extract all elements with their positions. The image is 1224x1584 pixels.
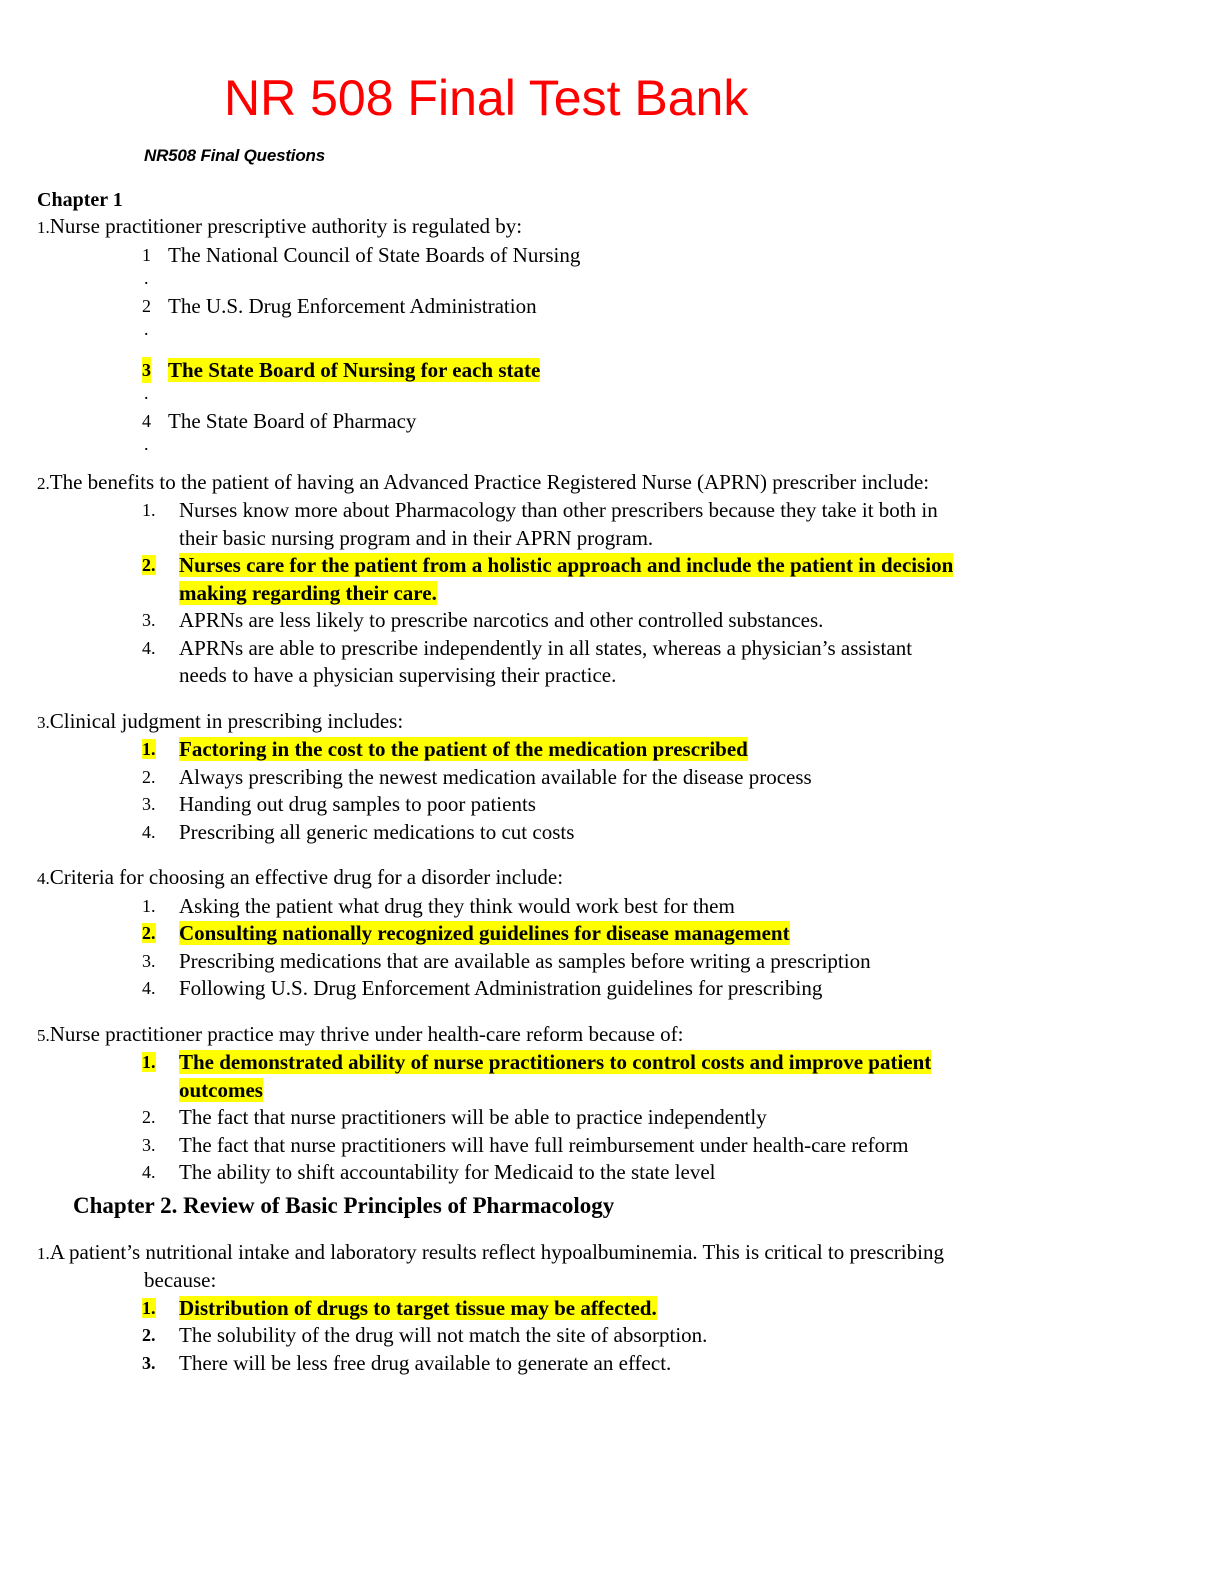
option-number: 1. [142,739,156,759]
option-number: 2. [142,923,156,943]
highlighted-answer: Distribution of drugs to target tissue may be affected. [179,1295,657,1320]
option-text: Handing out drug samples to poor patients [179,792,536,816]
option-number: 3. [142,950,156,971]
question-number: 3. [37,712,50,732]
answer-option [37,893,1187,921]
option-text: The State Board of Pharmacy [168,408,417,433]
option-number: 3. [142,610,156,630]
option-number: 1. [142,500,156,520]
answer-list [37,736,1187,846]
option-number: 1 [142,244,151,265]
question-text [37,1239,1187,1268]
question-number: 5. [37,1025,50,1045]
highlighted-answer: Nurses care for the patient from a holistic approach and include the patient in decision making regarding their care. [179,553,954,605]
question-stem: Criteria for choosing an effective drug for a disorder include: [49,865,564,889]
answer-list [37,1049,1187,1187]
option-text: The fact that nurse practitioners will be able to practice independently [179,1105,767,1129]
question-stem: Nurse practitioner prescriptive authority is regulated by: [49,214,523,238]
answer-option-correct [37,920,1187,948]
option-text [179,1295,979,1323]
option-text [179,1049,969,1104]
option-text: The U.S. Drug Enforcement Administration [168,293,537,318]
option-dot: . [144,267,149,288]
answer-option-correct [37,1049,1187,1104]
option-number: 1. [142,1297,156,1318]
question-number: 1. [37,1243,50,1263]
answer-option [37,1159,1187,1187]
question [37,708,1187,847]
option-text: Nurses know more about Pharmacology than other prescribers because they take it both in their basic nursing program and in their APRN program. [179,498,938,550]
question-number: 1. [37,218,50,237]
option-number: 4. [142,1162,156,1182]
option-number: 2. [142,766,156,787]
question [37,469,1187,690]
question-stem: A patient’s nutritional intake and laboratory results reflect hypoalbuminemia. This is critical to prescribing [49,1239,944,1264]
option-text [179,736,979,764]
option-text: APRNs are less likely to prescribe narcotics and other controlled substances. [179,608,824,632]
question-stem: The benefits to the patient of having an Advanced Practice Registered Nurse (APRN) prescriber include: [49,469,930,494]
answer-option [37,408,1187,459]
answer-option [37,764,1187,792]
question-stem-continued: because: [144,1268,217,1292]
option-number: 1. [142,1052,156,1072]
question-text [37,469,1187,498]
option-text [179,920,979,948]
option-number: 3 [142,357,151,383]
chapter-heading: Chapter 2. Review of Basic Principles of Pharmacology [73,1192,615,1218]
answer-option [37,791,1187,819]
answer-option [37,293,1187,357]
option-text: The ability to shift accountability for Medicaid to the state level [179,1160,716,1184]
document-title: NR 508 Final Test Bank [224,70,749,126]
answer-option-correct [37,552,1187,607]
option-text [168,357,540,383]
option-text [179,552,979,607]
answer-option [37,497,1187,552]
answer-option [37,635,1187,690]
option-number: 2. [142,1107,156,1127]
option-number: 2. [142,555,156,575]
highlighted-answer: Factoring in the cost to the patient of the medication prescribed [179,737,748,761]
option-text: Prescribing all generic medications to cut costs [179,819,575,844]
highlighted-answer: The State Board of Nursing for each state [168,357,541,382]
highlighted-answer: Consulting nationally recognized guidelines for disease management [179,921,790,945]
option-number: 3. [142,1352,156,1373]
option-dot: . [144,382,149,403]
question-text [37,213,1187,242]
answer-option [37,607,1187,635]
answer-option [37,819,1187,847]
answer-option [37,1322,1187,1350]
option-text: The solubility of the drug will not match the site of absorption. [179,1323,708,1347]
option-text: Following U.S. Drug Enforcement Administration guidelines for prescribing [179,976,823,1000]
question [37,864,1187,1003]
option-dot: . [144,318,149,339]
question-number: 4. [37,869,50,888]
question-text [37,708,1187,737]
option-number: 4. [142,978,156,998]
question-text [37,864,1187,893]
option-number: 3. [142,794,156,814]
question [37,1021,1187,1187]
option-number: 2. [142,1325,156,1345]
question-stem: Clinical judgment in prescribing includes: [49,708,404,733]
answer-option-correct [37,1295,1187,1323]
question-stem: Nurse practitioner practice may thrive under health-care reform because of: [49,1021,684,1046]
answer-option [37,975,1187,1003]
option-text: Asking the patient what drug they think would work best for them [179,893,735,918]
answer-list [37,497,1187,690]
document-body [37,187,1187,1395]
answer-option [37,1350,1187,1378]
option-text: Prescribing medications that are available as samples before writing a prescription [179,948,871,973]
question [37,213,1187,459]
option-number: 4 [142,410,151,431]
answer-option [37,242,1187,293]
option-number: 2 [142,295,151,316]
answer-option [37,1132,1187,1160]
highlighted-answer: The demonstrated ability of nurse practitioners to control costs and improve patient outcomes [179,1050,932,1102]
option-number: 4. [142,821,156,842]
option-number: 1. [142,895,156,916]
option-dot: . [144,433,149,454]
option-text: There will be less free drug available to generate an effect. [179,1350,672,1375]
option-text: Always prescribing the newest medication available for the disease process [179,764,812,789]
question-text [37,1021,1187,1050]
chapter-heading: Chapter 1 [37,189,123,211]
answer-option-correct [37,736,1187,764]
question [37,1239,1187,1378]
option-number: 3. [142,1134,156,1155]
answer-option [37,1104,1187,1132]
option-text: The fact that nurse practitioners will have full reimbursement under health-care reform [179,1132,909,1157]
document-subtitle: NR508 Final Questions [144,146,325,165]
question-number: 2. [37,473,50,493]
option-text: The National Council of State Boards of Nursing [168,242,581,267]
option-number: 4. [142,637,156,658]
answer-list [37,893,1187,1003]
answer-list [37,1295,1187,1378]
answer-option [37,948,1187,976]
option-text: APRNs are able to prescribe independently in all states, whereas a physician’s assistant needs to have a physician supervising their practice. [179,635,913,687]
answer-option-correct [37,357,1187,408]
